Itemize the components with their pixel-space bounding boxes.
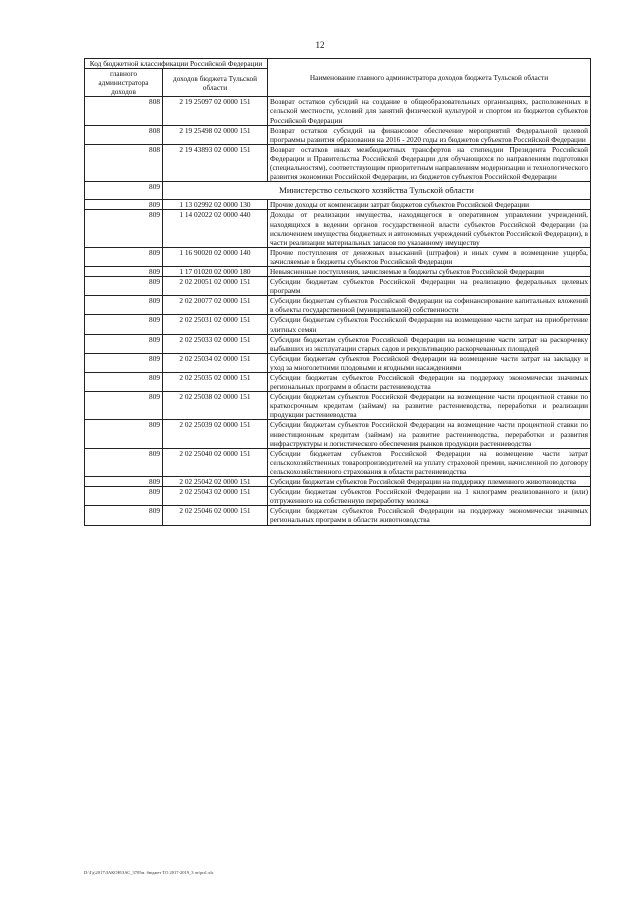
revenue-name-cell: Возврат остатков субсидий на создание в общеобразовательных организациях, расположенных в сельской местности, условий для занятий физической культурой и спортом из бюджетов субъектов Российской Федерации — [268, 97, 591, 125]
page-number: 12 — [315, 40, 325, 50]
revenue-code-cell: 1 14 02022 02 0000 440 — [163, 210, 268, 247]
revenue-code-cell: 2 02 25031 02 0000 151 — [163, 315, 268, 334]
revenue-name-cell: Субсидии бюджетам субъектов Российской Федерации на возмещение части процентной ставки по краткосрочным кредитам (займам) на развитие растениеводства, переработки и реализации продукции растениеводства — [268, 392, 591, 420]
revenue-code-cell: 2 19 25498 02 0000 151 — [163, 125, 268, 144]
table-row — [85, 353, 591, 372]
revenue-name-cell: Прочие доходы от компенсации затрат бюджетов субъектов Российской Федерации — [268, 200, 591, 210]
admin-code-cell: 809 — [85, 373, 163, 392]
revenue-code-cell: 2 02 25035 02 0000 151 — [163, 373, 268, 392]
table-row — [85, 266, 591, 276]
revenue-name-cell: Невыясненные поступления, зачисляемые в бюджеты субъектов Российской Федерации — [268, 266, 591, 276]
admin-code-cell: 809 — [85, 315, 163, 334]
revenue-code-cell: 2 02 25042 02 0000 151 — [163, 477, 268, 487]
ministry-title: Министерство сельского хозяйства Тульской области — [163, 182, 591, 200]
revenue-name-cell: Субсидии бюджетам субъектов Российской Федерации на поддержку экономически значимых региональных программ в области животноводства — [268, 506, 591, 525]
revenue-code-cell: 2 02 25039 02 0000 151 — [163, 420, 268, 448]
revenue-name-cell: Субсидии бюджетам субъектов Российской Федерации на поддержку племенного животноводства — [268, 477, 591, 487]
table-row — [85, 296, 591, 315]
revenue-name-cell: Субсидии бюджетам субъектов Российской Федерации на возмещение части процентной ставки по инвестиционным кредитам (займам) на развитие растениеводства, переработки и развития инфраструктуры и логистического обеспечения рынков продукции растениеводства — [268, 420, 591, 448]
table-row — [85, 200, 591, 210]
admin-code-cell: 809 — [85, 506, 163, 525]
table-row — [85, 144, 591, 181]
admin-code-cell: 809 — [85, 392, 163, 420]
revenue-code-cell: 2 02 25043 02 0000 151 — [163, 487, 268, 506]
admin-code-cell: 809 — [85, 448, 163, 476]
table-row — [85, 334, 591, 353]
revenue-name-cell: Субсидии бюджетам субъектов Российской Федерации на софинансирование капитальных вложений в объекты государственной (муниципальной) собственности — [268, 296, 591, 315]
revenue-admin-table — [84, 58, 591, 526]
ministry-row — [85, 182, 591, 200]
revenue-code-cell: 2 02 20051 02 0000 151 — [163, 277, 268, 296]
revenue-name-cell: Возврат остатков иных межбюджетных трансфертов на стипендии Президента Российской Федерации и Правительства Российской Федерации для обучающихся по направлениям подготовки (специальностям), соответствующим приоритетным направлениям модернизации и технологического развития экономики Российской Федерации, из бюджетов субъектов Российской Федерации — [268, 144, 591, 181]
admin-code-cell: 808 — [85, 97, 163, 125]
admin-code-cell: 808 — [85, 125, 163, 144]
revenue-name-cell: Субсидии бюджетам субъектов Российской Федерации на поддержку экономически значимых региональных программ в области растениеводства — [268, 373, 591, 392]
table-row — [85, 315, 591, 334]
revenue-code-cell: 1 17 01020 02 0000 180 — [163, 266, 268, 276]
table-row — [85, 97, 591, 125]
file-path-footer: D:\Гд\2017\ЗАКОН\ЗАС_3705м. бюджет ТО 2017-2019_3 чт\рп1.xls — [84, 870, 214, 875]
revenue-name-cell: Доходы от реализации имущества, находящегося в оперативном управлении учреждений, находящихся в ведении органов государственной власти субъектов Российской Федерации (за исключением имущества бюджетных и автономных учреждений субъектов Российской Федерации), в части реализации материальных запасов по указанному имуществу — [268, 210, 591, 247]
admin-code-cell: 809 — [85, 200, 163, 210]
admin-code-cell: 809 — [85, 296, 163, 315]
header-revenue-code: доходов бюджета Тульской области — [163, 69, 268, 97]
revenue-name-cell: Прочие поступления от денежных взысканий (штрафов) и иных сумм в возмещение ущерба, зачисляемые в бюджеты субъектов Российской Федерации — [268, 247, 591, 266]
header-main-admin: главного администратора доходов — [85, 69, 163, 97]
revenue-name-cell: Субсидии бюджетам субъектов Российской Федерации на 1 килограмм реализованного и (или) отгруженного на собственную переработку молока — [268, 487, 591, 506]
revenue-name-cell: Субсидии бюджетам субъектов Российской Федерации на возмещение части затрат сельскохозяйственных товаропроизводителей на уплату страховой премии, начисленной по договору сельскохозяйственного страхования в области растениеводства — [268, 448, 591, 476]
header-admin-name: Наименование главного администратора доходов бюджета Тульской области — [268, 59, 591, 97]
admin-code-cell: 809 — [85, 247, 163, 266]
admin-code-cell: 808 — [85, 144, 163, 181]
table-row — [85, 506, 591, 525]
revenue-name-cell: Субсидии бюджетам субъектов Российской Федерации на возмещение части затрат на раскорчевку выбывших из эксплуатации старых садов и рекультивацию раскорчеванных площадей — [268, 334, 591, 353]
admin-code-cell: 809 — [85, 334, 163, 353]
revenue-name-cell: Субсидии бюджетам субъектов Российской Федерации на реализацию федеральных целевых программ — [268, 277, 591, 296]
table-row — [85, 247, 591, 266]
table-row — [85, 392, 591, 420]
revenue-code-cell: 2 02 25034 02 0000 151 — [163, 353, 268, 372]
admin-code-cell: 809 — [85, 420, 163, 448]
revenue-code-cell: 2 02 25040 02 0000 151 — [163, 448, 268, 476]
admin-code-cell: 809 — [85, 353, 163, 372]
table-row — [85, 477, 591, 487]
table-row — [85, 487, 591, 506]
admin-code-cell: 809 — [85, 487, 163, 506]
table-row — [85, 420, 591, 448]
table-row — [85, 373, 591, 392]
revenue-code-cell: 2 02 25046 02 0000 151 — [163, 506, 268, 525]
revenue-name-cell: Субсидии бюджетам субъектов Российской Федерации на возмещение части затрат на закладку и уход за многолетними плодовыми и ягодными насаждениями — [268, 353, 591, 372]
revenue-code-cell: 2 02 25033 02 0000 151 — [163, 334, 268, 353]
header-bk-code: Код бюджетной классификации Российской Федерации — [85, 59, 268, 69]
revenue-code-cell: 2 02 25038 02 0000 151 — [163, 392, 268, 420]
admin-code-cell: 809 — [85, 182, 163, 200]
revenue-code-cell: 2 19 25097 02 0000 151 — [163, 97, 268, 125]
revenue-name-cell: Субсидии бюджетам субъектов Российской Федерации на возмещение части затрат на приобретение элитных семян — [268, 315, 591, 334]
table-row — [85, 210, 591, 247]
revenue-code-cell: 1 16 90020 02 0000 140 — [163, 247, 268, 266]
admin-code-cell: 809 — [85, 277, 163, 296]
table-row — [85, 448, 591, 476]
revenue-code-cell: 2 19 43893 02 0000 151 — [163, 144, 268, 181]
admin-code-cell: 809 — [85, 266, 163, 276]
table-row — [85, 277, 591, 296]
revenue-code-cell: 1 13 02992 02 0000 130 — [163, 200, 268, 210]
revenue-code-cell: 2 02 20077 02 0000 151 — [163, 296, 268, 315]
admin-code-cell: 809 — [85, 210, 163, 247]
revenue-name-cell: Возврат остатков субсидий на финансовое обеспечение мероприятий Федеральной целевой программы развития образования на 2016 - 2020 годы из бюджетов субъектов Российской Федерации — [268, 125, 591, 144]
table-row — [85, 125, 591, 144]
admin-code-cell: 809 — [85, 477, 163, 487]
